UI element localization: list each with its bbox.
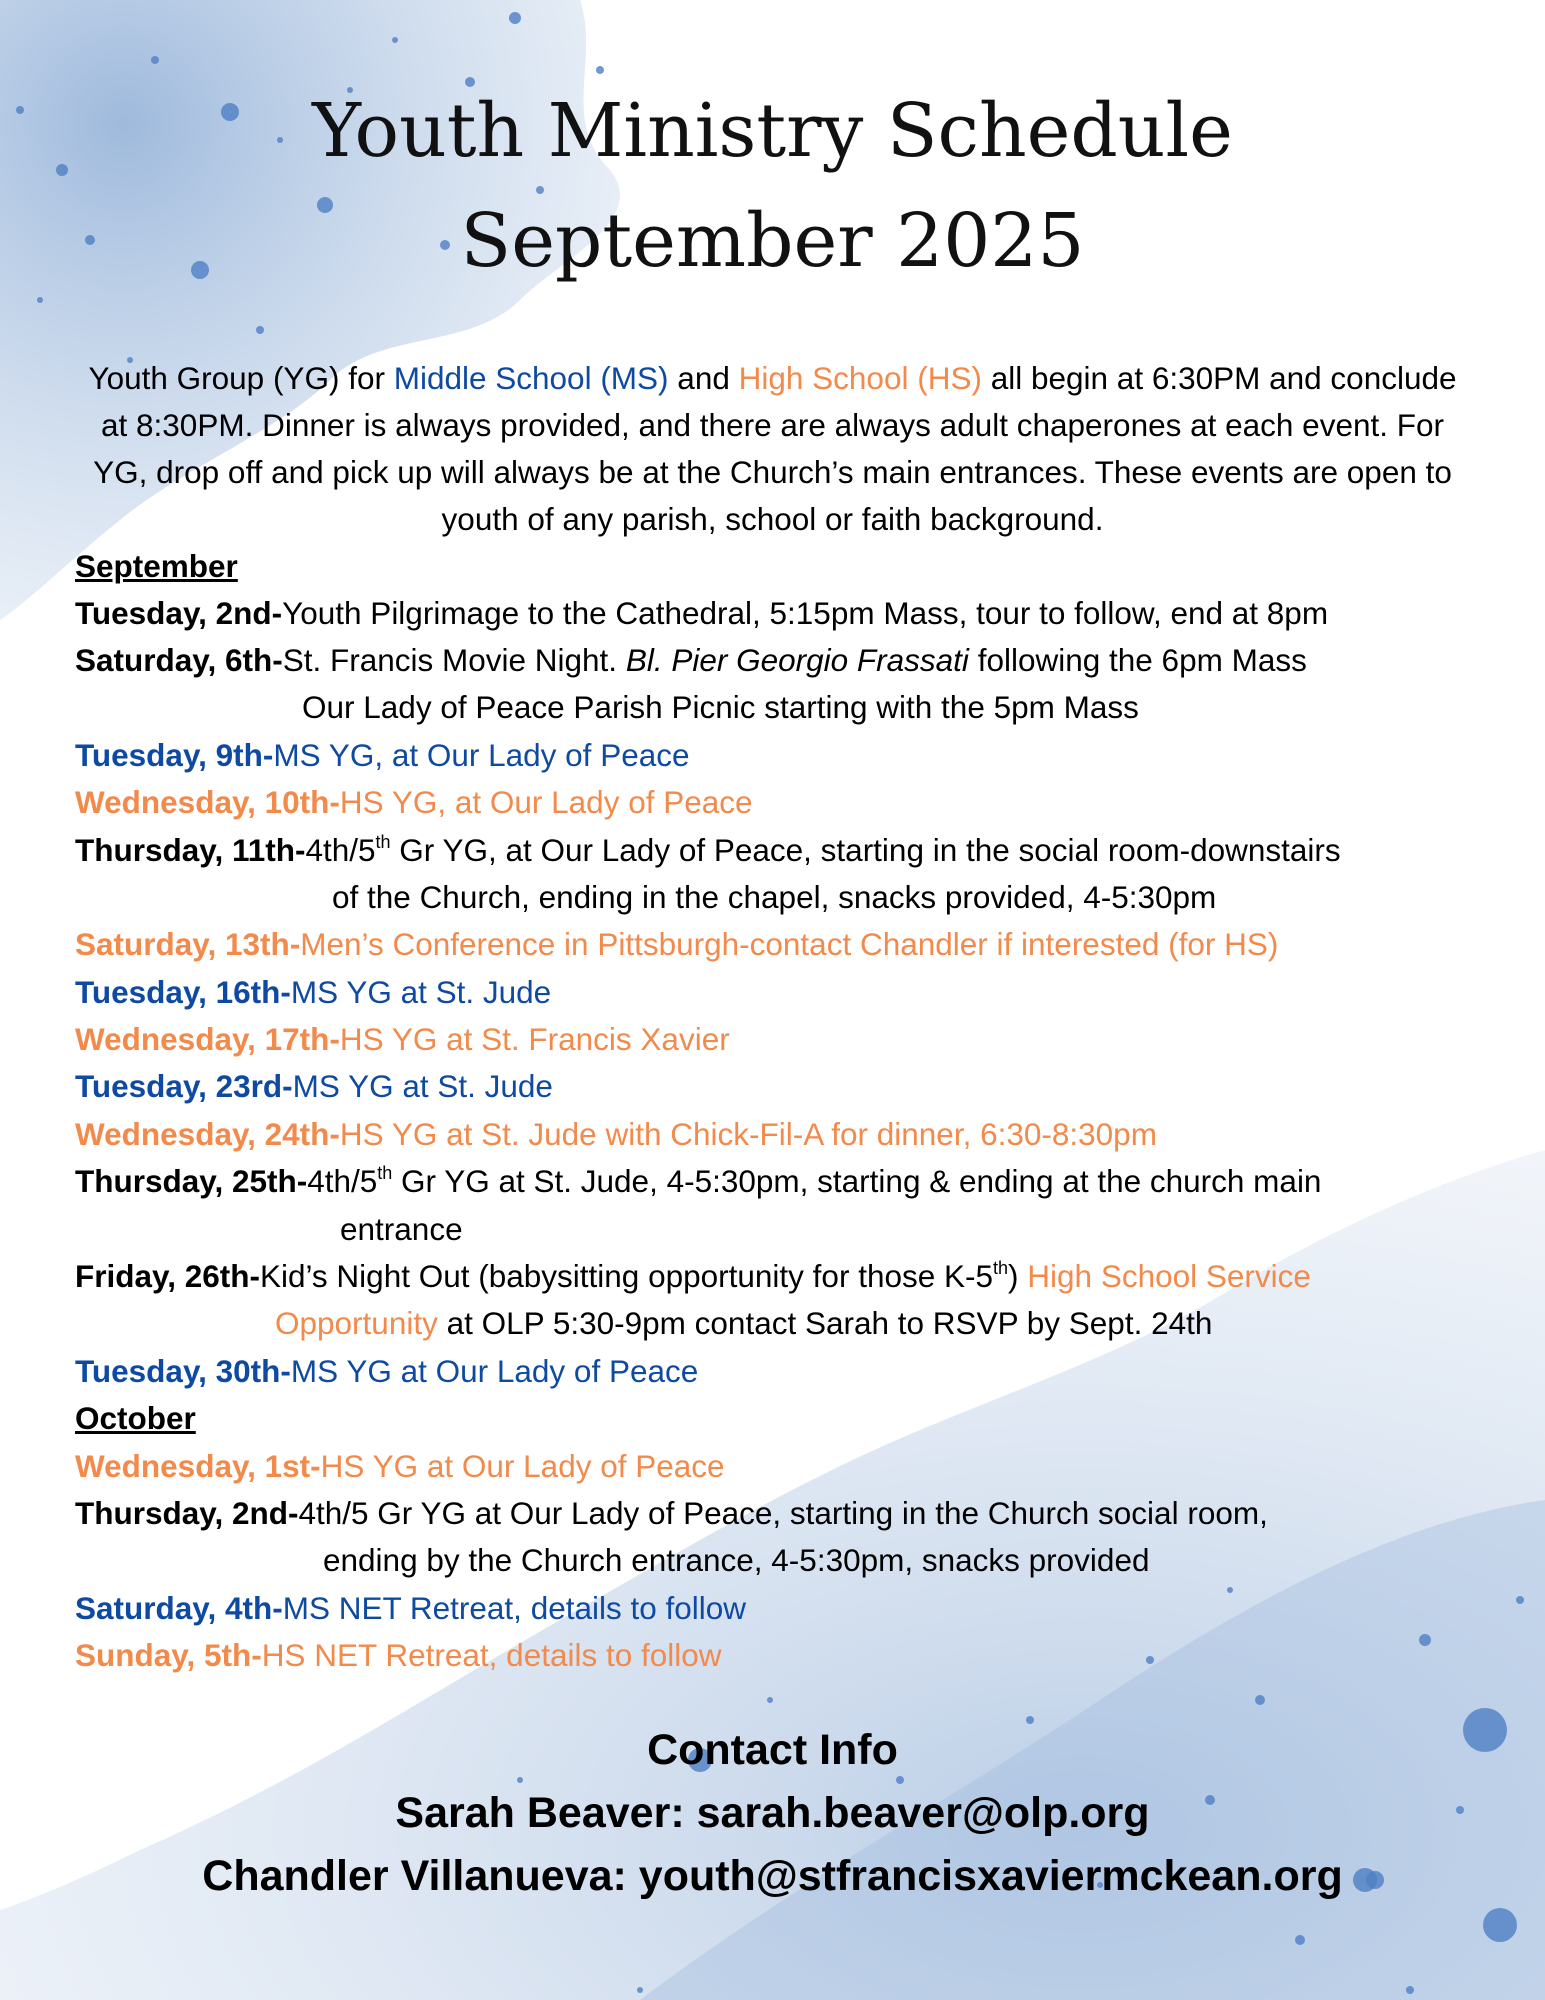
event-text: ) [1008,1258,1028,1294]
event-text: MS YG at St. Jude [292,1068,553,1104]
event-text: MS NET Retreat, details to follow [282,1590,747,1626]
event-text: Gr YG at St. Jude, 4-5:30pm, starting & ending at the church main [392,1163,1322,1199]
event-day: Thursday, 11th- [75,832,306,868]
service-opportunity-label: High School Service [1027,1258,1311,1294]
event-oct-2-continued: ending by the Church entrance, 4-5:30pm, snacks provided [323,1542,1150,1578]
event-sep-30 [75,1348,698,1395]
event-text: Gr YG, at Our Lady of Peace, starting in the social room-downstairs [390,832,1341,868]
middle-school-label: Middle School (MS) [393,360,669,396]
event-oct-1 [75,1443,725,1490]
event-sep-9 [75,732,690,779]
event-text: MS YG at Our Lady of Peace [290,1353,699,1389]
event-day: Wednesday, 24th- [75,1116,340,1152]
intro-text-2: all begin at 6:30PM and conclude at 8:30PM. Dinner is always provided, and there are always adult chaperones at each event. For YG, drop off and pick up will always be at the Church’s main entrances. These events are open to youth of any parish, school or faith background. [93,360,1457,537]
event-oct-5 [75,1632,722,1679]
intro-paragraph [75,355,1470,543]
ordinal-suffix: th [375,832,391,852]
event-text: following the 6pm Mass [968,642,1307,678]
event-day: Saturday, 13th- [75,926,301,962]
event-day: Tuesday, 2nd- [75,595,283,631]
intro-text-1: Youth Group (YG) for [88,360,394,396]
event-day: Thursday, 2nd- [75,1495,299,1531]
event-text: 4th/5 Gr YG at Our Lady of Peace, starting in the Church social room, [298,1495,1268,1531]
event-text: 4th/5 [305,832,376,868]
event-oct-2 [75,1490,1268,1537]
event-text: at OLP 5:30-9pm contact Sarah to RSVP by Sept. 24th [437,1305,1213,1341]
contact-chandler: Chandler Villanueva: youth@stfrancisxaviermckean.org [202,1852,1343,1900]
event-text: MS YG at St. Jude [290,974,552,1010]
event-oct-4 [75,1585,746,1632]
event-text: HS YG at Our Lady of Peace [320,1448,725,1484]
event-text: HS NET Retreat, details to follow [261,1637,722,1673]
event-sep-25-continued: entrance [340,1211,463,1247]
contact-heading: Contact Info [647,1726,898,1774]
event-day: Tuesday, 23rd- [75,1068,293,1104]
service-opportunity-label: Opportunity [275,1305,438,1341]
event-day: Friday, 26th- [75,1258,260,1294]
event-sep-11-continued: of the Church, ending in the chapel, snacks provided, 4-5:30pm [332,879,1217,915]
event-text: MS YG, at Our Lady of Peace [273,737,690,773]
event-day: Sunday, 5th- [75,1637,262,1673]
event-day: Wednesday, 17th- [75,1021,340,1057]
event-day: Thursday, 25th- [75,1163,308,1199]
event-sep-26 [75,1253,1311,1300]
event-text: Men’s Conference in Pittsburgh-contact Chandler if interested (for HS) [300,926,1279,962]
high-school-label: High School (HS) [738,360,982,396]
page-subtitle: September 2025 [460,198,1085,284]
event-text: 4th/5 [307,1163,378,1199]
event-sep-6-continued: Our Lady of Peace Parish Picnic starting with the 5pm Mass [302,689,1139,725]
event-day: Wednesday, 1st- [75,1448,321,1484]
event-day: Tuesday, 16th- [75,974,291,1010]
movie-title: Bl. Pier Georgio Frassati [625,642,969,678]
event-text: HS YG at St. Francis Xavier [339,1021,730,1057]
intro-and: and [668,360,739,396]
event-text: HS YG at St. Jude with Chick-Fil-A for dinner, 6:30-8:30pm [339,1116,1157,1152]
event-text: Youth Pilgrimage to the Cathedral, 5:15pm Mass, tour to follow, end at 8pm [282,595,1329,631]
event-sep-10 [75,779,753,826]
event-sep-6 [75,637,1307,684]
event-sep-24 [75,1111,1157,1158]
ordinal-suffix: th [993,1258,1009,1278]
event-sep-17 [75,1016,730,1063]
event-sep-13 [75,921,1278,968]
event-day: Wednesday, 10th- [75,784,340,820]
september-heading: September [75,548,238,584]
event-day: Tuesday, 9th- [75,737,274,773]
event-sep-16 [75,969,551,1016]
event-text: St. Francis Movie Night. [282,642,626,678]
event-sep-11 [75,827,1341,874]
event-sep-25 [75,1158,1321,1205]
event-sep-26-continued [275,1300,1212,1347]
event-text: HS YG, at Our Lady of Peace [339,784,753,820]
ordinal-suffix: th [377,1163,393,1183]
event-day: Tuesday, 30th- [75,1353,291,1389]
event-sep-2 [75,590,1328,637]
october-heading: October [75,1400,196,1436]
page-title: Youth Ministry Schedule [312,88,1233,174]
event-day: Saturday, 4th- [75,1590,283,1626]
event-day: Saturday, 6th- [75,642,283,678]
event-text: Kid’s Night Out (babysitting opportunity for those K-5 [259,1258,994,1294]
contact-sarah: Sarah Beaver: sarah.beaver@olp.org [395,1789,1150,1837]
event-sep-23 [75,1063,553,1110]
